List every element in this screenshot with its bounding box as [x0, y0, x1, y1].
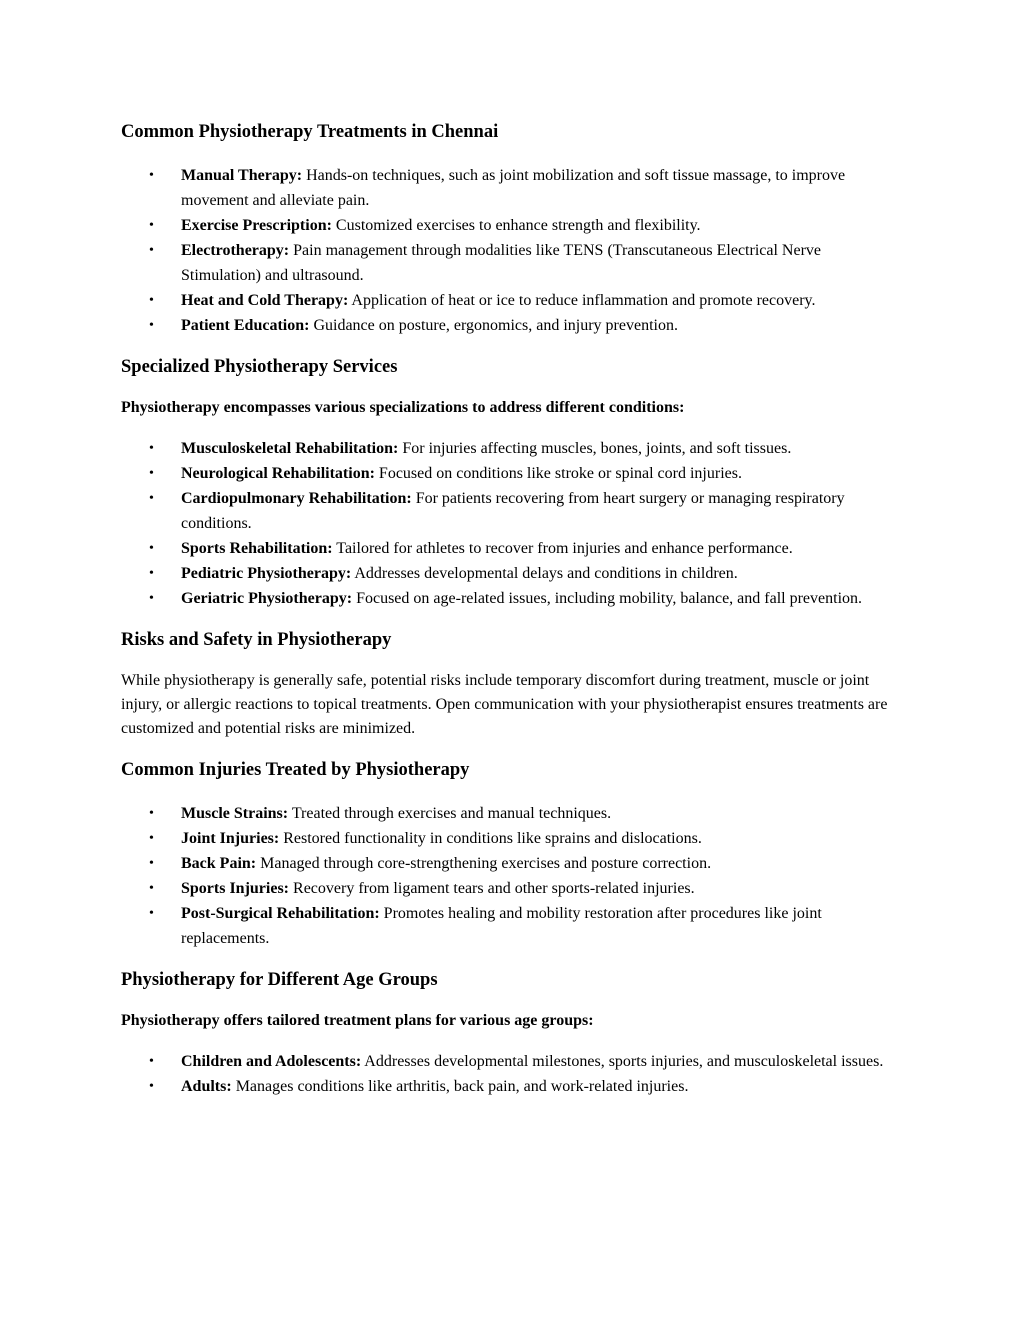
item-term: Heat and Cold Therapy: [181, 292, 349, 309]
section-paragraph-risks: While physiotherapy is generally safe, potential risks include temporary discomfort during treatment, muscle or joint injury, or allergic reactions to topical treatments. Open communication with your physiotherapist ensures treatments are customized and potential risks are minimized. [121, 672, 888, 737]
item-term: Sports Injuries: [181, 880, 290, 897]
item-text: Focused on age-related issues, including mobility, balance, and fall prevention. [352, 590, 863, 607]
item-term: Joint Injuries: [181, 830, 280, 847]
list-item [149, 1074, 901, 1099]
section-heading-specialized: Specialized Physiotherapy Services [121, 357, 398, 377]
item-term: Pediatric Physiotherapy: [181, 565, 352, 582]
list-item [149, 461, 901, 486]
item-text: Restored functionality in conditions like sprains and dislocations. [279, 830, 702, 847]
bullet-icon: • [149, 591, 154, 606]
item-text: Focused on conditions like stroke or spinal cord injuries. [374, 465, 742, 482]
item-text: Customized exercises to enhance strength and flexibility. [331, 217, 701, 234]
bullet-icon: • [149, 168, 154, 183]
item-term: Adults: [181, 1078, 232, 1095]
item-text: Recovery from ligament tears and other sports-related injuries. [289, 880, 695, 897]
item-text: Promotes healing and mobility restoration after procedures like joint replacements. [181, 905, 822, 947]
list-item [149, 876, 901, 901]
section-heading-treatments: Common Physiotherapy Treatments in Chennai [121, 122, 499, 142]
list-item [149, 901, 901, 951]
list-item [149, 536, 901, 561]
bullet-icon: • [149, 906, 154, 921]
item-text: Tailored for athletes to recover from injuries and enhance performance. [332, 540, 793, 557]
list-item [149, 436, 901, 461]
item-text: Treated through exercises and manual techniques. [288, 805, 612, 822]
item-term: Geriatric Physiotherapy: [181, 590, 353, 607]
section-heading-age-groups: Physiotherapy for Different Age Groups [121, 970, 438, 990]
item-text: Managed through core-strengthening exercises and posture correction. [256, 855, 712, 872]
list-item [149, 561, 901, 586]
list-item [149, 313, 901, 338]
age-groups-list [121, 1049, 901, 1099]
document-page [121, 119, 901, 1099]
item-term: Muscle Strains: [181, 805, 289, 822]
item-text: Addresses developmental milestones, sports injuries, and musculoskeletal issues. [361, 1053, 884, 1070]
item-text: Addresses developmental delays and conditions in children. [351, 565, 738, 582]
list-item [149, 851, 901, 876]
bullet-icon: • [149, 566, 154, 581]
bullet-icon: • [149, 806, 154, 821]
bullet-icon: • [149, 856, 154, 871]
list-item [149, 1049, 901, 1074]
section-lead-age-groups: Physiotherapy offers tailored treatment plans for various age groups: [121, 1012, 594, 1029]
section-lead-specialized: Physiotherapy encompasses various specializations to address different conditions: [121, 399, 685, 416]
list-item [149, 486, 901, 536]
item-term: Manual Therapy: [181, 167, 303, 184]
item-text: Manages conditions like arthritis, back pain, and work-related injuries. [231, 1078, 689, 1095]
item-term: Back Pain: [181, 855, 257, 872]
item-term: Post-Surgical Rehabilitation: [181, 905, 380, 922]
item-text: Pain management through modalities like TENS (Transcutaneous Electrical Nerve Stimulation) and ultrasound. [181, 242, 821, 284]
bullet-icon: • [149, 491, 154, 506]
injuries-list [121, 801, 901, 951]
list-item [149, 238, 901, 288]
bullet-icon: • [149, 218, 154, 233]
bullet-icon: • [149, 441, 154, 456]
bullet-icon: • [149, 1079, 154, 1094]
bullet-icon: • [149, 293, 154, 308]
list-item [149, 586, 901, 611]
bullet-icon: • [149, 831, 154, 846]
item-term: Exercise Prescription: [181, 217, 332, 234]
list-item [149, 163, 901, 213]
item-text: For patients recovering from heart surgery or managing respiratory conditions. [181, 490, 845, 532]
item-term: Cardiopulmonary Rehabilitation: [181, 490, 412, 507]
bullet-icon: • [149, 1054, 154, 1069]
specialized-list [121, 436, 901, 611]
item-term: Neurological Rehabilitation: [181, 465, 375, 482]
item-term: Musculoskeletal Rehabilitation: [181, 440, 399, 457]
bullet-icon: • [149, 466, 154, 481]
bullet-icon: • [149, 541, 154, 556]
list-item [149, 826, 901, 851]
treatments-list [121, 163, 901, 338]
bullet-icon: • [149, 243, 154, 258]
item-term: Children and Adolescents: [181, 1053, 362, 1070]
item-term: Patient Education: [181, 317, 310, 334]
bullet-icon: • [149, 881, 154, 896]
section-heading-injuries: Common Injuries Treated by Physiotherapy [121, 760, 470, 780]
item-text: Hands-on techniques, such as joint mobilization and soft tissue massage, to improve movement and alleviate pain. [181, 167, 846, 209]
bullet-icon: • [149, 318, 154, 333]
list-item [149, 288, 901, 313]
item-term: Sports Rehabilitation: [181, 540, 333, 557]
item-text: Guidance on posture, ergonomics, and injury prevention. [309, 317, 678, 334]
list-item [149, 213, 901, 238]
list-item [149, 801, 901, 826]
section-heading-risks: Risks and Safety in Physiotherapy [121, 630, 392, 650]
item-term: Electrotherapy: [181, 242, 290, 259]
item-text: For injuries affecting muscles, bones, joints, and soft tissues. [398, 440, 792, 457]
item-text: Application of heat or ice to reduce inflammation and promote recovery. [348, 292, 816, 309]
